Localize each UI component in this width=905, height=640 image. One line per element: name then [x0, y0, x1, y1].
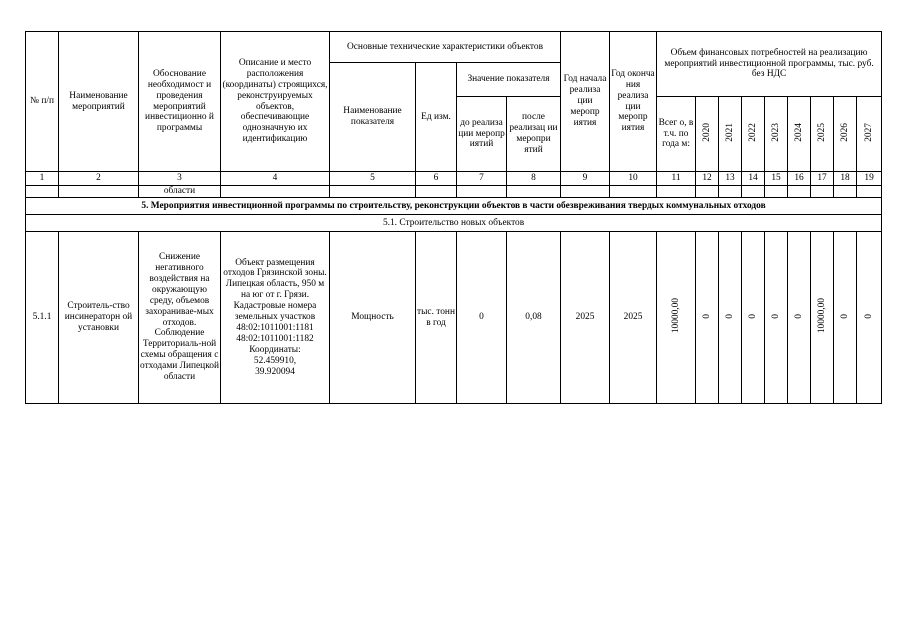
header-year-start: Год начала реализа ции меропр иятия — [561, 32, 610, 172]
header-year: 2021 — [719, 97, 742, 172]
row-after: 0,08 — [507, 232, 561, 404]
row-description-line: Объект размещения отходов Грязинской зоны. Липецкая область, 950 м на юг от г. Грязи. — [223, 257, 327, 301]
column-number: 15 — [765, 172, 788, 186]
row-year-value: 0 — [696, 232, 719, 404]
header-justification: Обоснование необходимост и проведения мероприятий инвестиционно й программы — [139, 32, 221, 172]
section-title: 5. Мероприятия инвестиционной программы по строительству, реконструкции объектов в части обезвреживания твердых коммунальных отходов — [26, 198, 882, 215]
column-number: 8 — [507, 172, 561, 186]
header-year: 2024 — [788, 97, 811, 172]
column-number: 10 — [610, 172, 657, 186]
row-description-line: Кадастровые номера земельных участков — [233, 301, 317, 323]
header-name: Наименование мероприятий — [59, 32, 139, 172]
row-year-value: 10000,00 — [811, 232, 834, 404]
row-indicator-name: Мощность — [330, 232, 416, 404]
header-year: 2026 — [834, 97, 857, 172]
column-numbers-row — [26, 172, 882, 186]
row-description-line: 48:02:1011001:1182 — [236, 333, 314, 344]
row-justification: Снижение негативного воздействия на окружающую среду, объемов захоранивае-мых отходов. Соблюдение Территориаль-ной схемы обращения с отходами Липецкой области — [139, 232, 221, 404]
column-number: 16 — [788, 172, 811, 186]
row-year-value: 0 — [719, 232, 742, 404]
header-year: 2023 — [765, 97, 788, 172]
row-description-line: 48:02:1011001:1181 — [236, 322, 314, 333]
row-unit: тыс. тонн в год — [416, 232, 457, 404]
header-before: до реализа ции меропр иятий — [457, 97, 507, 172]
column-number: 4 — [221, 172, 330, 186]
carry-over-row — [26, 186, 882, 198]
row-before: 0 — [457, 232, 507, 404]
header-year: 2022 — [742, 97, 765, 172]
column-number: 6 — [416, 172, 457, 186]
header-year: 2027 — [857, 97, 882, 172]
row-name: Строитель-ство инсинераторн ой установки — [59, 232, 139, 404]
column-number: 12 — [696, 172, 719, 186]
column-number: 14 — [742, 172, 765, 186]
row-description-line: 39.920094 — [255, 366, 295, 377]
column-number: 11 — [657, 172, 696, 186]
row-year-value: 0 — [742, 232, 765, 404]
column-number: 3 — [139, 172, 221, 186]
header-year-end: Год оконча ния реализа ции меропр иятия — [610, 32, 657, 172]
column-number: 1 — [26, 172, 59, 186]
row-year-value: 0 — [857, 232, 882, 404]
carry-over-text: области — [139, 186, 221, 198]
row-year-start: 2025 — [561, 232, 610, 404]
header-after: после реализац ии меропри ятий — [507, 97, 561, 172]
row-num: 5.1.1 — [26, 232, 59, 404]
row-description-line: 52.459910, — [253, 355, 297, 366]
row-year-value: 0 — [765, 232, 788, 404]
header-year: 2020 — [696, 97, 719, 172]
column-number: 18 — [834, 172, 857, 186]
header-year: 2025 — [811, 97, 834, 172]
header-num: № п/п — [26, 32, 59, 172]
header-total: Всег о, в т.ч. по года м: — [657, 97, 696, 172]
header-description: Описание и место расположения (координаты) строящихся, реконструируемых объектов, обеспечивающие однозначную их идентификацию — [221, 32, 330, 172]
row-year-value: 0 — [834, 232, 857, 404]
column-number: 2 — [59, 172, 139, 186]
header-indicator-name: Наименование показателя — [330, 63, 416, 172]
column-number: 19 — [857, 172, 882, 186]
row-description-line: Координаты: — [249, 344, 301, 355]
row-year-end: 2025 — [610, 232, 657, 404]
table-row — [26, 232, 882, 404]
subsection-title: 5.1. Строительство новых объектов — [26, 215, 882, 232]
row-year-value: 0 — [788, 232, 811, 404]
header-financing: Объем финансовых потребностей на реализацию мероприятий инвестиционной программы, тыс. руб. без НДС — [657, 32, 882, 97]
column-number: 7 — [457, 172, 507, 186]
header-indicator-value: Значение показателя — [457, 63, 561, 97]
investment-program-table — [25, 31, 882, 404]
row-description — [221, 232, 330, 404]
column-number: 5 — [330, 172, 416, 186]
header-unit: Ед изм. — [416, 63, 457, 172]
column-number: 17 — [811, 172, 834, 186]
row-total: 10000,00 — [657, 232, 696, 404]
column-number: 13 — [719, 172, 742, 186]
header-characteristics: Основные технические характеристики объектов — [330, 32, 561, 63]
column-number: 9 — [561, 172, 610, 186]
